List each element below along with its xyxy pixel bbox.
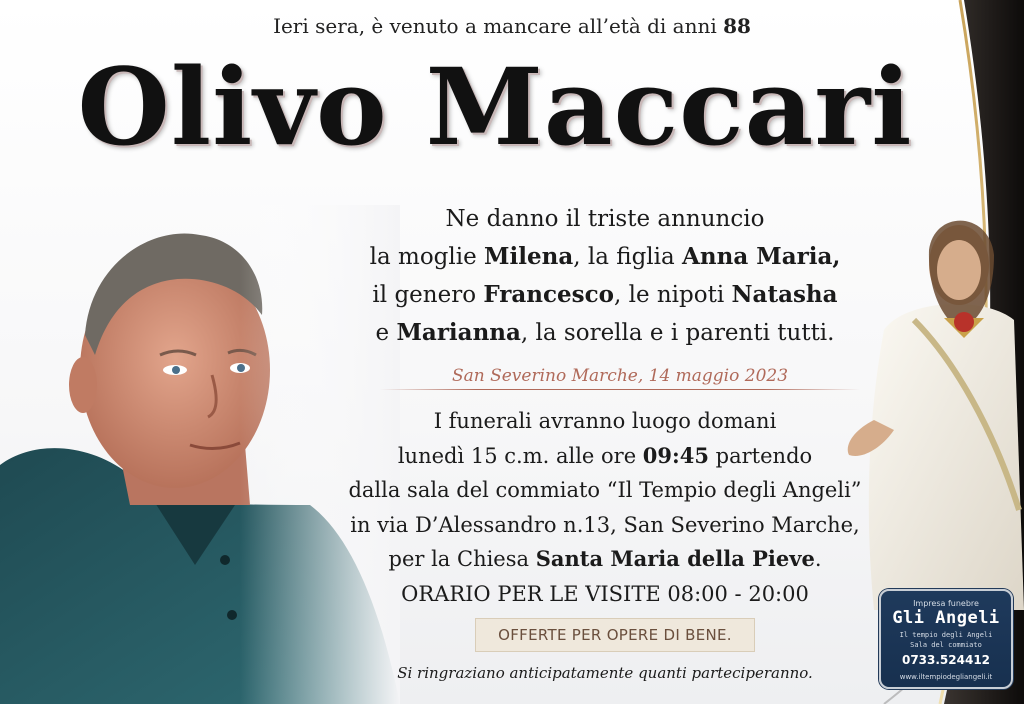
offerte-box: OFFERTE PER OPERE DI BENE. bbox=[475, 618, 755, 652]
header-intro-text: Ieri sera, è venuto a mancare all’età di anni bbox=[273, 14, 717, 38]
relative-name: Marianna bbox=[396, 319, 521, 346]
announcement-line-4 bbox=[330, 314, 880, 352]
text-fragment: e bbox=[375, 320, 397, 346]
deceased-name: Olivo Maccari bbox=[77, 44, 913, 169]
announcement-line-2 bbox=[330, 238, 880, 276]
text-fragment: , la figlia bbox=[573, 244, 683, 270]
funeral-line-1: I funerali avranno luogo domani bbox=[433, 409, 777, 433]
funeral-line-5 bbox=[330, 542, 880, 577]
text-fragment: la moglie bbox=[369, 244, 485, 270]
agency-phone: 0733.524412 bbox=[901, 653, 991, 667]
relative-name: Francesco bbox=[483, 281, 614, 308]
funeral-details bbox=[330, 404, 880, 611]
place-date: San Severino Marche, 14 maggio 2023 bbox=[451, 366, 789, 386]
visiting-hours: ORARIO PER LE VISITE 08:00 - 20:00 bbox=[401, 581, 809, 606]
text-fragment: , le nipoti bbox=[613, 282, 732, 308]
text-fragment: per la Chiesa bbox=[388, 547, 536, 571]
agency-type: Impresa funebre bbox=[913, 599, 979, 608]
thanks-line: Si ringraziano anticipatamente quanti parteciperanno. bbox=[397, 664, 813, 682]
header-intro bbox=[0, 14, 1024, 38]
text-fragment: . bbox=[814, 547, 822, 571]
relative-name: Anna Maria, bbox=[682, 243, 841, 270]
text-fragment: il genero bbox=[372, 282, 484, 308]
agency-subtitle-1: Il tempio degli Angeli bbox=[899, 631, 993, 639]
text-fragment: lunedì 15 c.m. alle ore bbox=[397, 443, 643, 468]
announcement-line-3 bbox=[330, 276, 880, 314]
text-fragment: partendo bbox=[709, 443, 813, 468]
funeral-line-2 bbox=[330, 439, 880, 474]
announcement-block bbox=[330, 200, 880, 352]
church-name: Santa Maria della Pieve bbox=[535, 546, 815, 571]
age-value: 88 bbox=[723, 14, 751, 38]
agency-logo bbox=[879, 589, 1013, 689]
funeral-line-4: in via D’Alessandro n.13, San Severino Marche, bbox=[350, 512, 860, 537]
divider-line bbox=[380, 389, 860, 390]
agency-website: www.iltempiodegliangeli.it bbox=[899, 673, 993, 681]
agency-subtitle-2: Sala del commiato bbox=[910, 641, 982, 649]
agency-name: Gli Angeli bbox=[892, 608, 1000, 628]
text-fragment: , la sorella e i parenti tutti. bbox=[520, 320, 835, 346]
funeral-time: 09:45 bbox=[642, 442, 709, 468]
announcement-line-1: Ne danno il triste annuncio bbox=[445, 206, 765, 232]
funeral-line-3: dalla sala del commiato “Il Tempio degli Angeli” bbox=[348, 478, 862, 502]
relative-name: Natasha bbox=[731, 281, 838, 308]
relative-name: Milena bbox=[484, 243, 574, 270]
